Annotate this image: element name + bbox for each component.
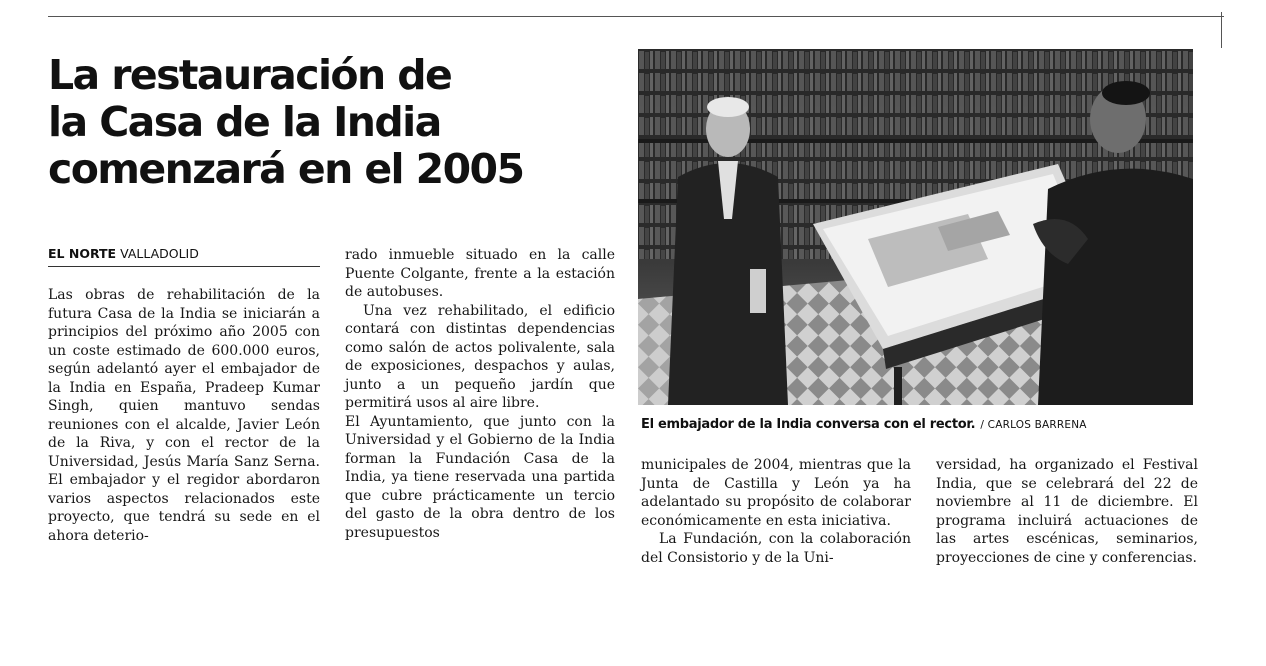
news-photo — [638, 49, 1193, 405]
top-rule — [48, 16, 1224, 17]
paragraph: municipales de 2004, mientras que la Junta de Castilla y León ya ha adelantado su propósito de colaborar económicamente en esta iniciativa. — [641, 457, 911, 529]
byline-city: VALLADOLID — [120, 246, 199, 261]
paragraph: versidad, ha organizado el Festival India, que se celebrará del 22 de noviembre al 11 de diciembre. El programa incluirá actuaciones de las artes escénicas, seminarios, proyecciones de cine y conferencias. — [936, 457, 1198, 566]
photo-illustration — [638, 49, 1193, 405]
headline-line-3: comenzará en el 2005 — [48, 145, 524, 193]
headline — [48, 52, 608, 193]
article-column-3 — [641, 456, 911, 567]
headline-line-1: La restauración de — [48, 51, 452, 99]
photo-caption — [641, 413, 1201, 432]
headline-line-2: la Casa de la India — [48, 98, 441, 146]
caption-text: El embajador de la India conversa con el rector. — [641, 417, 976, 432]
photo-credit: / CARLOS BARRENA — [980, 419, 1087, 431]
byline-paper: EL NORTE — [48, 246, 117, 261]
paragraph: El Ayuntamiento, que junto con la Universidad y el Gobierno de la India forman la Fundación Casa de la India, ya tiene reservada una partida que cubre prácticamente un tercio del gasto de la obra dentro de los presupuestos — [345, 413, 615, 541]
article-column-2 — [345, 246, 615, 542]
article-column-4 — [936, 456, 1198, 567]
article-column-1 — [48, 286, 320, 545]
paragraph: Una vez rehabilitado, el edificio contará con distintas dependencias como salón de actos polivalente, sala de exposiciones, despachos y aulas, junto a un pequeño jardín que permitirá usos al aire libre. — [345, 302, 615, 411]
paragraph: rado inmueble situado en la calle Puente Colgante, frente a la estación de autobuses. — [345, 247, 615, 300]
corner-rule — [1221, 12, 1222, 48]
byline — [48, 246, 320, 267]
paragraph: Las obras de rehabilitación de la futura Casa de la India se iniciarán a principios del próximo año 2005 con un coste estimado de 600.000 euros, según adelantó ayer el embajador de la India en España, Pradeep Kumar Singh, quien mantuvo sendas reuniones con el alcalde, Javier León de la Riva, y con el rector de la Universidad, Jesús María Sanz Serna. El embajador y el regidor abordaron varios aspectos relacionados este proyecto, que tendrá su sede en el ahora deterio- — [48, 287, 320, 544]
paragraph: La Fundación, con la colaboración del Consistorio y de la Uni- — [641, 531, 911, 566]
